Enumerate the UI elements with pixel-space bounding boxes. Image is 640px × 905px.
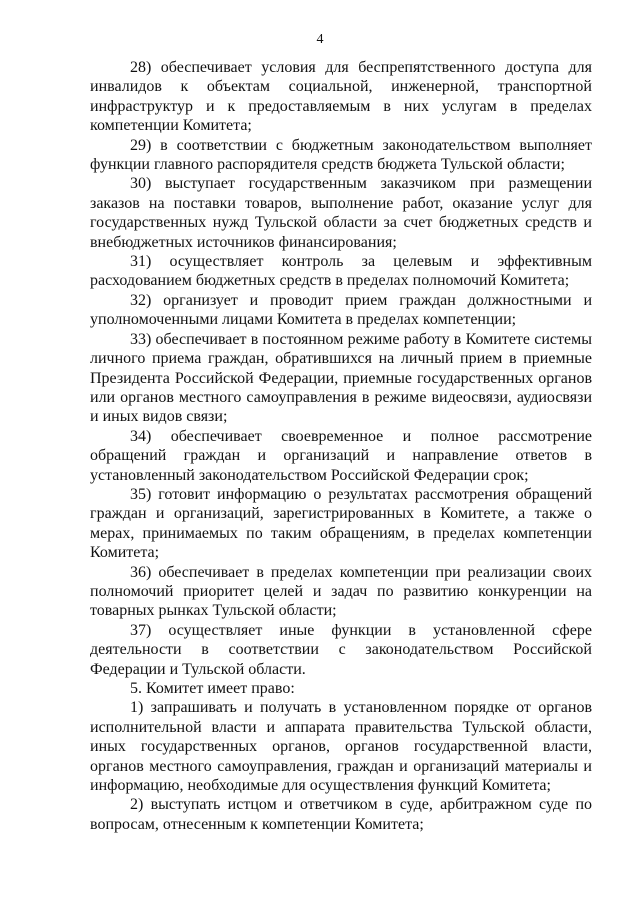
paragraph-item-36: 36) обеспечивает в пределах компетенции при реализации своих полномочий приоритет целей и задач по развитию конкуренции на товарных рынках Тульской области; [90,563,592,620]
paragraph-right-2: 2) выступать истцом и ответчиком в суде, арбитражном суде по вопросам, отнесенным к компетенции Комитета; [90,796,592,833]
document-body [90,58,592,834]
paragraph-item-33: 33) обеспечивает в постоянном режиме работу в Комитете системы личного приема граждан, обратившихся на личный прием в приемные Президента Российской Федерации, приемные государственных органов или органов местного самоуправления в режиме видеосвязи, аудиосвязи и иных видов связи; [90,330,592,426]
paragraph-item-32: 32) организует и проводит прием граждан должностными и уполномоченными лицами Комитета в пределах компетенции; [90,291,592,329]
paragraph-item-31: 31) осуществляет контроль за целевым и эффективным расходованием бюджетных средств в пределах полномочий Комитета; [90,253,592,290]
section-heading-rights: 5. Комитет имеет право: [130,680,295,697]
paragraph-item-29: 29) в соответствии с бюджетным законодательством выполняет функции главного распорядителя средств бюджета Тульской области; [90,136,592,174]
paragraph-item-37: 37) осуществляет иные функции в установленной сфере деятельности в соответствии с законодательством Российской Федерации и Тульской области. [90,621,592,678]
page-number: 4 [316,32,324,47]
paragraph-item-28: 28) обеспечивает условия для беспрепятственного доступа для инвалидов к объектам социальной, инженерной, транспортной инфраструктур и к предоставляемым в них услугам в пределах компетенции Комитета; [90,59,592,135]
paragraph-item-35: 35) готовит информацию о результатах рассмотрения обращений граждан и организаций, зарегистрированных в Комитете, а также о мерах, принимаемых по таким обращениям, в пределах компетенции Комитета; [90,485,592,562]
paragraph-item-30: 30) выступает государственным заказчиком при размещении заказов на поставки товаров, выполнение работ, оказание услуг для государственных нужд Тульской области за счет бюджетных средств и внебюджетных источников финансирования; [90,175,592,251]
paragraph-item-34: 34) обеспечивает своевременное и полное рассмотрение обращений граждан и организаций и направление ответов в установленный законодательством Российской Федерации срок; [90,427,592,484]
paragraph-right-1: 1) запрашивать и получать в установленном порядке от органов исполнительной власти и аппарата правительства Тульской области, иных государственных органов, органов государственной власти, органов местного самоуправления, граждан и организаций материалы и информацию, необходимые для осуществления функций Комитета; [90,699,592,795]
